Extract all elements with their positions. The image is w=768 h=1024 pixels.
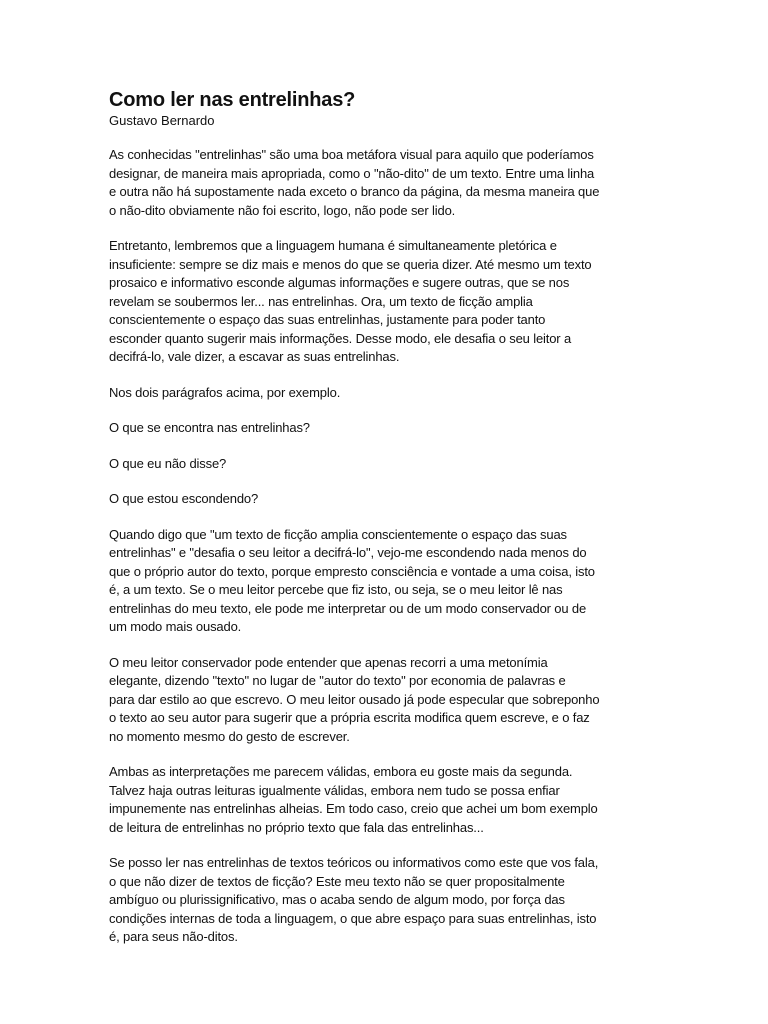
text-line: entrelinhas" e "desafia o seu leitor a decifrá-lo", vejo-me escondendo nada menos do xyxy=(109,545,587,560)
text-line: ambíguo ou plurissignificativo, mas o acaba sendo de algum modo, por força das xyxy=(109,892,565,907)
text-line: elegante, dizendo "texto" no lugar de "autor do texto" por economia de palavras e xyxy=(109,673,566,688)
text-line: esconder quanto sugerir mais informações. Desse modo, ele desafia o seu leitor a xyxy=(109,330,572,346)
text-line: Ambas as interpretações me parecem válidas, embora eu goste mais da segunda. xyxy=(109,764,573,779)
text-line: um modo mais ousado. xyxy=(109,619,242,634)
text-line: condições internas de toda a linguagem, o que abre espaço para suas entrelinhas, isto xyxy=(109,910,597,926)
document-title: Como ler nas entrelinhas? xyxy=(109,89,356,111)
text-line: O que estou escondendo? xyxy=(109,491,259,506)
text-line: entrelinhas do meu texto, ele pode me interpretar ou de um modo conservador ou de xyxy=(109,600,587,616)
text-line: Quando digo que "um texto de ficção amplia conscientemente o espaço das suas xyxy=(109,526,567,542)
text-line: Talvez haja outras leituras igualmente válidas, embora nem tudo se possa enfiar xyxy=(109,782,560,798)
text-line: designar, de maneira mais apropriada, como o "não-dito" de um texto. Entre uma linha xyxy=(109,165,595,181)
paragraph xyxy=(109,419,669,438)
paragraph xyxy=(109,490,669,509)
text-line: O meu leitor conservador pode entender que apenas recorri a uma metonímia xyxy=(109,654,548,670)
text-line: conscientemente o espaço das suas entrelinhas, justamente para poder tanto xyxy=(109,312,546,327)
text-line: insuficiente: sempre se diz mais e menos do que se queria dizer. Até mesmo um texto xyxy=(109,256,592,272)
paragraph xyxy=(109,455,669,474)
document-author: Gustavo Bernardo xyxy=(109,113,215,128)
text-line: é, para seus não-ditos. xyxy=(109,929,238,944)
text-line: prosaico e informativo esconde algumas informações e sugere outras, que se nos xyxy=(109,275,570,290)
paragraph xyxy=(109,146,669,220)
text-line: para dar estilo ao que escrevo. O meu leitor ousado já pode especular que sobreponho xyxy=(109,691,600,707)
text-line: o não-dito obviamente não foi escrito, logo, não pode ser lido. xyxy=(109,202,456,218)
text-line: e outra não há supostamente nada exceto o branco da página, da mesma maneira que xyxy=(109,184,600,199)
document-page xyxy=(109,88,669,964)
text-line: impunemente nas entrelinhas alheias. Em todo caso, creio que achei um bom exemplo xyxy=(109,801,598,816)
text-line: o que não dizer de textos de ficção? Este meu texto não se quer propositalmente xyxy=(109,873,565,889)
paragraph xyxy=(109,237,669,367)
paragraph xyxy=(109,854,669,947)
text-line: decifrá-lo, vale dizer, a escavar as suas entrelinhas. xyxy=(109,349,400,364)
text-line: Nos dois parágrafos acima, por exemplo. xyxy=(109,384,341,400)
paragraph xyxy=(109,384,669,403)
text-line: Se posso ler nas entrelinhas de textos teóricos ou informativos como este que vos fala, xyxy=(109,855,599,870)
paragraph xyxy=(109,654,669,747)
text-line: O que se encontra nas entrelinhas? xyxy=(109,420,310,435)
text-line: que o próprio autor do texto, porque empresto consciência e vontade a uma coisa, isto xyxy=(109,563,595,579)
text-line: O que eu não disse? xyxy=(109,455,227,471)
text-line: no momento mesmo do gesto de escrever. xyxy=(109,728,350,744)
text-line: revelam se soubermos ler... nas entrelinhas. Ora, um texto de ficção amplia xyxy=(109,293,533,309)
text-line: Entretanto, lembremos que a linguagem humana é simultaneamente pletórica e xyxy=(109,238,557,253)
text-line: é, a um texto. Se o meu leitor percebe que fiz isto, ou seja, se o meu leitor lê nas xyxy=(109,582,563,597)
text-line: As conhecidas "entrelinhas" são uma boa metáfora visual para aquilo que poderíamos xyxy=(109,147,594,162)
paragraph xyxy=(109,763,669,837)
text-line: de leitura de entrelinhas no próprio texto que fala das entrelinhas... xyxy=(109,819,484,835)
paragraph xyxy=(109,526,669,637)
text-line: o texto ao seu autor para sugerir que a própria escrita modifica quem escreve, e o faz xyxy=(109,710,590,725)
document-body xyxy=(109,146,669,947)
